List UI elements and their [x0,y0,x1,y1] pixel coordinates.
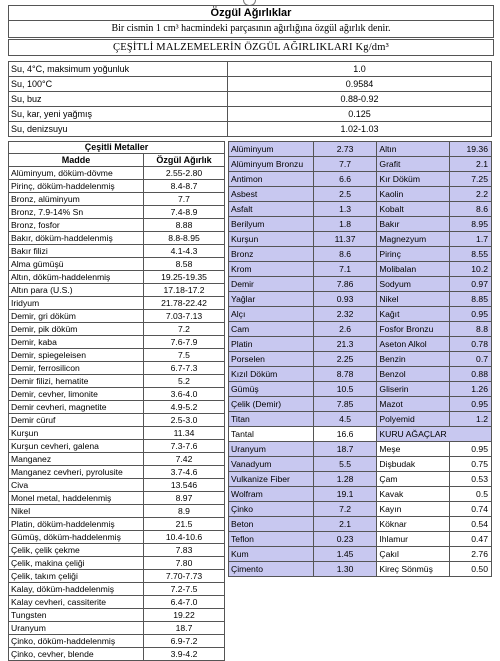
metal-name: Tungsten [9,609,144,622]
metals-row [9,440,225,453]
metal-name: Demir cevheri, magnetite [9,401,144,414]
metal-name: Platin, döküm-haddelenmiş [9,518,144,531]
material-name: Dişbudak [377,457,450,472]
material-value: 2.2 [450,187,492,202]
material-value: 19.36 [450,142,492,157]
material-value: 8.6 [450,202,492,217]
material-name: Meşe [377,442,450,457]
material-name: Mazot [377,397,450,412]
material-name: Krom [229,262,314,277]
metals-row [9,245,225,258]
material-name: Berilyum [229,217,314,232]
material-value: 0.75 [450,457,492,472]
material-value: 21.3 [313,337,377,352]
material-row [229,262,492,277]
material-value: 0.95 [450,442,492,457]
material-value: 2.5 [313,187,377,202]
water-name: Su, 100°C [9,77,228,92]
metal-name: Alma gümüşü [9,258,144,271]
material-row [229,142,492,157]
material-value: 0.88 [450,367,492,382]
metal-name: Bronz, alüminyum [9,193,144,206]
metal-value: 3.7-4.6 [144,466,225,479]
section-header-dry-woods: KURU AĞAÇLAR [377,427,492,442]
metal-value: 7.42 [144,453,225,466]
material-name: Cam [229,322,314,337]
metal-name: Alüminyum, döküm-dövme [9,167,144,180]
metal-value: 7.7 [144,193,225,206]
metal-value: 19.25-19.35 [144,271,225,284]
material-name: Kavak [377,487,450,502]
metal-value: 2.55-2.80 [144,167,225,180]
metal-name: Bakır, döküm-haddelenmiş [9,232,144,245]
material-name: Köknar [377,517,450,532]
material-value: 2.1 [450,157,492,172]
material-value: 2.25 [313,352,377,367]
material-name: Tantal [229,427,314,442]
metal-name: Demir, gri döküm [9,310,144,323]
material-row [229,442,492,457]
material-row [229,367,492,382]
metal-value: 6.9-7.2 [144,635,225,648]
water-name: Su, denizsuyu [9,122,228,137]
material-value: 0.93 [313,292,377,307]
material-name: Ihlamur [377,532,450,547]
material-name: Kobalt [377,202,450,217]
material-row [229,187,492,202]
material-value: 16.6 [313,427,377,442]
material-value: 1.28 [313,472,377,487]
metal-name: Çinko, cevher, blende [9,648,144,661]
metal-value: 3.9-4.2 [144,648,225,661]
material-name: Vanadyum [229,457,314,472]
metal-name: Altın para (U.S.) [9,284,144,297]
metal-name: Altın, döküm-haddelenmiş [9,271,144,284]
metals-row [9,401,225,414]
table-title: ÇEŞİTLİ MALZEMELERİN ÖZGÜL AĞIRLIKLARI Kg/dm³ [8,39,494,56]
metal-value: 13.546 [144,479,225,492]
metals-row [9,518,225,531]
material-name: Alçı [229,307,314,322]
material-name: Kireç Sönmüş [377,562,450,577]
metal-name: Manganez cevheri, pyrolusite [9,466,144,479]
metal-name: Uranyum [9,622,144,635]
material-name: Magnezyum [377,232,450,247]
material-name: Gliserin [377,382,450,397]
metal-value: 8.58 [144,258,225,271]
metals-row [9,180,225,193]
metal-value: 2.5-3.0 [144,414,225,427]
material-value: 7.86 [313,277,377,292]
material-value: 10.5 [313,382,377,397]
metal-name: Nikel [9,505,144,518]
metal-name: Demir, cevher, limonite [9,388,144,401]
metal-value: 7.80 [144,557,225,570]
material-row [229,202,492,217]
metal-value: 4.1-4.3 [144,245,225,258]
metal-name: Demir, kaba [9,336,144,349]
metal-value: 4.9-5.2 [144,401,225,414]
material-name: Fosfor Bronzu [377,322,450,337]
metals-row [9,310,225,323]
metal-value: 7.2 [144,323,225,336]
material-value: 1.8 [313,217,377,232]
material-value: 0.54 [450,517,492,532]
metal-name: Demir filizi, hematite [9,375,144,388]
metals-caption: Çeşitli Metaller [9,142,225,154]
material-row [229,232,492,247]
metal-value: 7.5 [144,349,225,362]
material-name: Kır Döküm [377,172,450,187]
material-value: 0.50 [450,562,492,577]
metal-value: 7.03-7.13 [144,310,225,323]
material-value: 0.97 [450,277,492,292]
metal-name: Kalay cevheri, cassiterite [9,596,144,609]
water-value: 0.88-0.92 [228,92,492,107]
material-name: Kaolin [377,187,450,202]
water-row [9,92,492,107]
material-value: 2.1 [313,517,377,532]
material-name: Bakır [377,217,450,232]
metal-value: 21.78-22.42 [144,297,225,310]
material-name: Polyemid [377,412,450,427]
material-value: 8.55 [450,247,492,262]
definition-text: Bir cismin 1 cm³ hacmindeki parçasının ağırlığına özgül ağırlık denir. [8,20,494,38]
material-name: Molibalan [377,262,450,277]
metals-row [9,492,225,505]
column-header-substance: Madde [9,154,144,167]
material-value: 5.5 [313,457,377,472]
metals-row [9,596,225,609]
metal-name: Demir cüruf [9,414,144,427]
metals-row [9,232,225,245]
metals-row [9,648,225,661]
metal-value: 11.34 [144,427,225,440]
material-row [229,562,492,577]
metals-row [9,297,225,310]
metal-value: 19.22 [144,609,225,622]
metals-row [9,375,225,388]
metal-name: Gümüş, döküm-haddelenmiş [9,531,144,544]
material-row [229,307,492,322]
material-value: 0.74 [450,502,492,517]
material-value: 7.25 [450,172,492,187]
material-row [229,277,492,292]
water-value: 1.02-1.03 [228,122,492,137]
material-name: Yağlar [229,292,314,307]
metal-name: Çelik, çelik çekme [9,544,144,557]
material-row [229,427,492,442]
metal-name: Demir, pik döküm [9,323,144,336]
material-name: Çimento [229,562,314,577]
metal-name: Kalay, döküm-haddelenmiş [9,583,144,596]
material-name: Uranyum [229,442,314,457]
material-value: 0.23 [313,532,377,547]
metal-value: 7.4-8.9 [144,206,225,219]
material-row [229,157,492,172]
material-value: 8.95 [450,217,492,232]
material-row [229,547,492,562]
material-row [229,352,492,367]
material-row [229,247,492,262]
material-name: Gümüş [229,382,314,397]
metal-name: Iridyum [9,297,144,310]
materials-table [228,141,492,577]
water-name: Su, kar, yeni yağmış [9,107,228,122]
material-row [229,517,492,532]
metal-value: 6.7-7.3 [144,362,225,375]
material-value: 1.7 [450,232,492,247]
material-value: 8.78 [313,367,377,382]
water-value: 0.125 [228,107,492,122]
page-title: Özgül Ağırlıklar [8,5,494,21]
material-value: 7.2 [313,502,377,517]
metals-row [9,284,225,297]
metal-name: Çinko, döküm-haddelenmiş [9,635,144,648]
metal-name: Çelik, takım çeliği [9,570,144,583]
metal-value: 3.6-4.0 [144,388,225,401]
material-row [229,292,492,307]
material-name: Kum [229,547,314,562]
metals-row [9,453,225,466]
metals-row [9,206,225,219]
material-name: Kağıt [377,307,450,322]
metal-value: 7.83 [144,544,225,557]
metal-name: Manganez [9,453,144,466]
metal-name: Kurşun cevheri, galena [9,440,144,453]
metal-value: 8.9 [144,505,225,518]
material-name: Benzol [377,367,450,382]
material-row [229,532,492,547]
metals-row [9,570,225,583]
material-row [229,472,492,487]
metal-value: 10.4-10.6 [144,531,225,544]
material-value: 7.85 [313,397,377,412]
metal-value: 8.8-8.95 [144,232,225,245]
material-name: Beton [229,517,314,532]
material-value: 0.5 [450,487,492,502]
material-value: 0.7 [450,352,492,367]
material-row [229,487,492,502]
material-value: 1.30 [313,562,377,577]
metal-name: Kurşun [9,427,144,440]
material-name: Alüminyum [229,142,314,157]
metal-value: 5.2 [144,375,225,388]
material-row [229,412,492,427]
water-name: Su, 4°C, maksimum yoğunluk [9,62,228,77]
material-name: Bronz [229,247,314,262]
material-value: 8.8 [450,322,492,337]
metal-value: 7.2-7.5 [144,583,225,596]
metals-row [9,505,225,518]
material-name: Wolfram [229,487,314,502]
material-name: Asbest [229,187,314,202]
water-row [9,77,492,92]
metals-row [9,349,225,362]
metals-row [9,427,225,440]
metals-row [9,193,225,206]
metals-row [9,583,225,596]
water-row [9,122,492,137]
metal-name: Demir, spiegeleisen [9,349,144,362]
material-name: Porselen [229,352,314,367]
material-value: 2.76 [450,547,492,562]
water-row [9,62,492,77]
material-value: 0.47 [450,532,492,547]
material-value: 0.78 [450,337,492,352]
material-value: 11.37 [313,232,377,247]
material-name: Kızıl Döküm [229,367,314,382]
metals-header-row [9,154,225,167]
material-row [229,322,492,337]
water-table [8,61,492,137]
metals-row [9,609,225,622]
metals-row [9,531,225,544]
material-name: Titan [229,412,314,427]
water-name: Su, buz [9,92,228,107]
material-value: 1.26 [450,382,492,397]
water-value: 0.9584 [228,77,492,92]
material-name: Asfalt [229,202,314,217]
metal-value: 18.7 [144,622,225,635]
material-value: 0.95 [450,397,492,412]
metal-name: Civa [9,479,144,492]
material-value: 0.53 [450,472,492,487]
metal-name: Monel metal, haddelenmiş [9,492,144,505]
material-value: 19.1 [313,487,377,502]
material-name: Kurşun [229,232,314,247]
material-row [229,217,492,232]
metal-value: 8.97 [144,492,225,505]
metals-row [9,271,225,284]
metal-name: Çelik, makina çeliği [9,557,144,570]
material-value: 6.6 [313,172,377,187]
material-name: Çinko [229,502,314,517]
metal-value: 7.6-7.9 [144,336,225,349]
material-row [229,382,492,397]
metals-row [9,635,225,648]
metals-row [9,544,225,557]
metals-row [9,219,225,232]
material-value: 1.2 [450,412,492,427]
metal-value: 8.4-8.7 [144,180,225,193]
material-name: Çelik (Demir) [229,397,314,412]
metal-value: 8.88 [144,219,225,232]
metal-value: 7.3-7.6 [144,440,225,453]
metal-value: 21.5 [144,518,225,531]
material-value: 1.45 [313,547,377,562]
material-name: Teflon [229,532,314,547]
metal-value: 17.18-17.2 [144,284,225,297]
material-value: 7.1 [313,262,377,277]
metal-name: Bronz, 7.9-14% Sn [9,206,144,219]
water-row [9,107,492,122]
material-value: 7.7 [313,157,377,172]
water-value: 1.0 [228,62,492,77]
material-name: Altın [377,142,450,157]
metals-row [9,323,225,336]
metals-row [9,258,225,271]
material-name: Pirinç [377,247,450,262]
metals-caption-row [9,142,225,154]
material-name: Kayın [377,502,450,517]
material-value: 10.2 [450,262,492,277]
material-row [229,397,492,412]
metal-value: 7.70-7.73 [144,570,225,583]
material-value: 18.7 [313,442,377,457]
material-value: 8.6 [313,247,377,262]
metals-row [9,336,225,349]
material-name: Benzin [377,352,450,367]
material-name: Aseton Alkol [377,337,450,352]
material-value: 4.5 [313,412,377,427]
material-value: 1.3 [313,202,377,217]
metals-row [9,362,225,375]
metal-name: Bronz, fosfor [9,219,144,232]
material-value: 0.95 [450,307,492,322]
material-name: Demir [229,277,314,292]
material-value: 2.73 [313,142,377,157]
material-name: Çakıl [377,547,450,562]
metals-row [9,388,225,401]
metals-row [9,622,225,635]
material-row [229,172,492,187]
metals-row [9,466,225,479]
material-name: Nikel [377,292,450,307]
column-header-specific-gravity: Özgül Ağırlık [144,154,225,167]
material-value: 8.85 [450,292,492,307]
material-row [229,457,492,472]
metal-value: 6.4-7.0 [144,596,225,609]
material-value: 2.32 [313,307,377,322]
material-name: Alüminyum Bronzu [229,157,314,172]
metals-row [9,167,225,180]
material-value: 2.6 [313,322,377,337]
metals-table [8,141,225,661]
material-name: Sodyum [377,277,450,292]
material-row [229,337,492,352]
material-name: Antimon [229,172,314,187]
metals-row [9,479,225,492]
material-name: Grafit [377,157,450,172]
metal-name: Pirinç, döküm-haddelenmiş [9,180,144,193]
metal-name: Bakır filizi [9,245,144,258]
material-row [229,502,492,517]
material-name: Çam [377,472,450,487]
material-name: Platin [229,337,314,352]
metals-row [9,414,225,427]
material-name: Vulkanize Fiber [229,472,314,487]
metals-row [9,557,225,570]
metal-name: Demir, ferrosilicon [9,362,144,375]
